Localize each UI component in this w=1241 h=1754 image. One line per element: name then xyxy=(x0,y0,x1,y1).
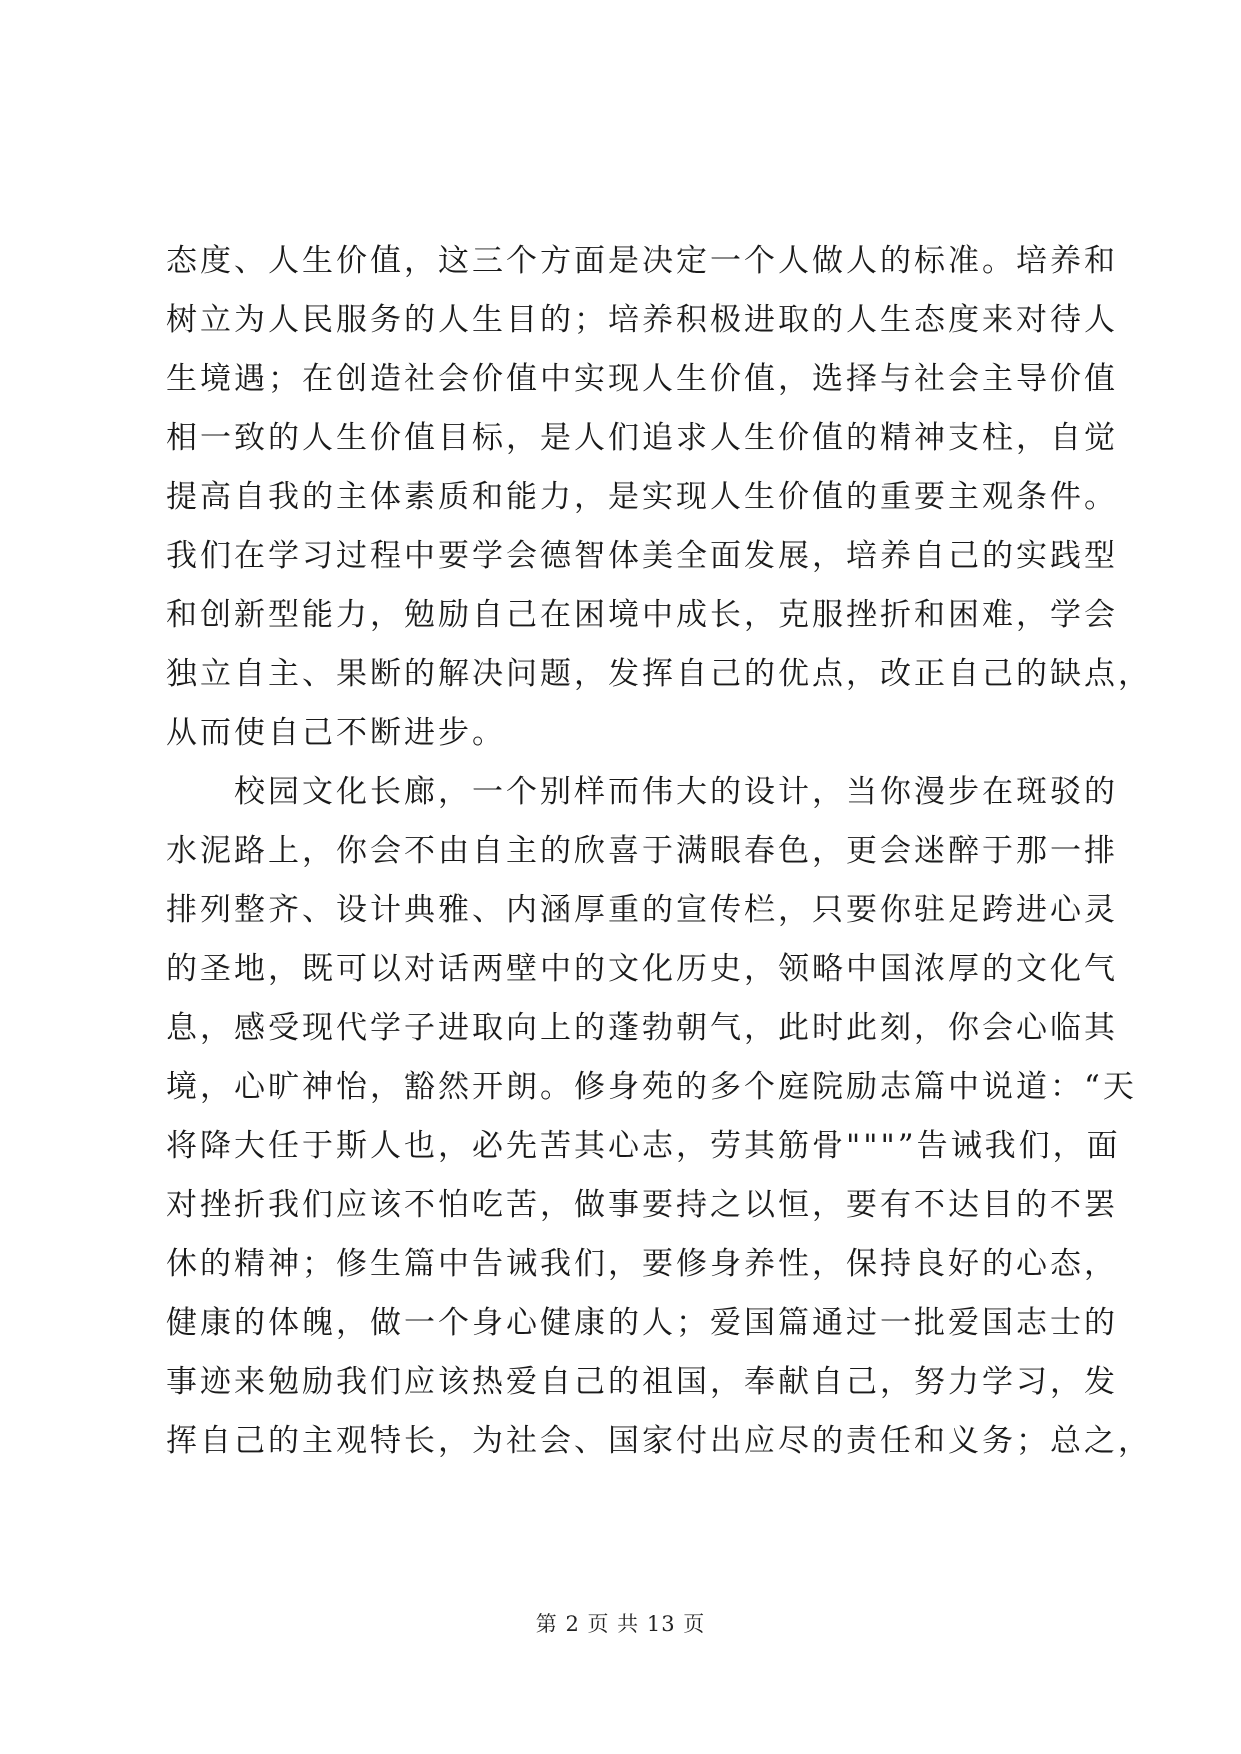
text-line: 水泥路上，你会不由自主的欣喜于满眼春色，更会迷醉于那一排 xyxy=(166,833,1118,869)
text-line: 对挫折我们应该不怕吃苦，做事要持之以恒，要有不达目的不罢 xyxy=(166,1187,1118,1223)
page-footer xyxy=(0,1608,1241,1638)
text-line: 树立为人民服务的人生目的；培养积极进取的人生态度来对待人 xyxy=(166,302,1118,338)
text-line: 将降大任于斯人也，必先苦其心志，劳其筋骨"""”告诫我们，面 xyxy=(166,1128,1121,1164)
document-body xyxy=(166,232,1152,1471)
text-line: 我们在学习过程中要学会德智体美全面发展，培养自己的实践型 xyxy=(166,538,1118,574)
text-line: 提高自我的主体素质和能力，是实现人生价值的重要主观条件。 xyxy=(166,479,1118,515)
page-number: 第 2 页 共 13 页 xyxy=(535,1612,706,1636)
text-line: 健康的体魄，做一个身心健康的人；爱国篇通过一批爱国志士的 xyxy=(166,1305,1118,1341)
text-line: 排列整齐、设计典雅、内涵厚重的宣传栏，只要你驻足跨进心灵 xyxy=(166,892,1118,928)
text-line: 态度、人生价值，这三个方面是决定一个人做人的标准。培养和 xyxy=(166,243,1118,279)
text-line: 境，心旷神怡，豁然开朗。修身苑的多个庭院励志篇中说道：“天 xyxy=(166,1069,1137,1105)
text-line: 相一致的人生价值目标，是人们追求人生价值的精神支柱，自觉 xyxy=(166,420,1118,456)
text-line: 和创新型能力，勉励自己在困境中成长，克服挫折和困难，学会 xyxy=(166,597,1118,633)
text-line: 事迹来勉励我们应该热爱自己的祖国，奉献自己，努力学习，发 xyxy=(166,1364,1118,1400)
text-line: 校园文化长廊，一个别样而伟大的设计，当你漫步在斑驳的 xyxy=(234,774,1118,810)
paragraph-2 xyxy=(166,763,1152,1471)
paragraph-1 xyxy=(166,232,1152,763)
text-line: 挥自己的主观特长，为社会、国家付出应尽的责任和义务；总之， xyxy=(166,1423,1152,1459)
text-line: 独立自主、果断的解决问题，发挥自己的优点，改正自己的缺点， xyxy=(166,656,1152,692)
text-line: 生境遇；在创造社会价值中实现人生价值，选择与社会主导价值 xyxy=(166,361,1118,397)
text-line: 的圣地，既可以对话两壁中的文化历史，领略中国浓厚的文化气 xyxy=(166,951,1118,987)
text-line: 息，感受现代学子进取向上的蓬勃朝气，此时此刻，你会心临其 xyxy=(166,1010,1118,1046)
text-line: 休的精神；修生篇中告诫我们，要修身养性，保持良好的心态， xyxy=(166,1246,1118,1282)
text-line: 从而使自己不断进步。 xyxy=(166,715,506,751)
